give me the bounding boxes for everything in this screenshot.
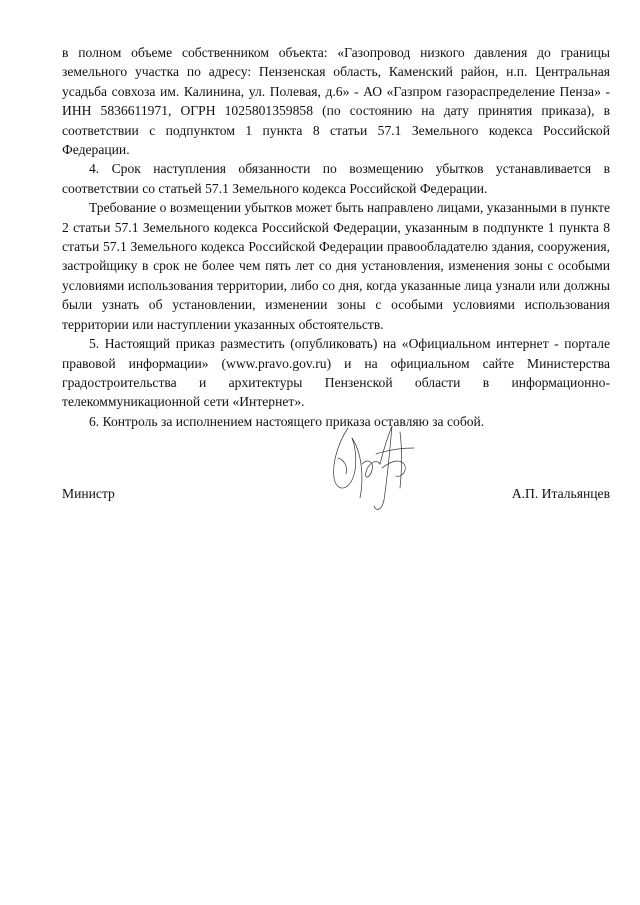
handwritten-signature [318, 418, 438, 518]
paragraph-item-6: 6. Контроль за исполнением настоящего приказа оставляю за собой. [89, 413, 485, 429]
paragraph-damages-claim: Требование о возмещении убытков может быть направлено лицами, указанными в пункте 2 статьи 57.1 Земельного кодекса Российской Федерации, указанным в подпункте 1 пункта 8 статьи 57.1 Земельного кодекса Российской Федерации правообладателю здания, сооружения, застройщику в срок не более чем пять лет со дня установления, изменения зоны с особыми условиями использования территории, либо со дня, когда указанные лица узнали или должны были узнать об установлении, изменении зоны с особыми условиями использования территории или наступлении указанных обстоятельств. [62, 200, 610, 332]
document-body [62, 43, 610, 431]
paragraph-item-4: 4. Срок наступления обязанности по возмещению убытков устанавливается в соответствии со статьей 57.1 Земельного кодекса Российской Федерации. [62, 161, 610, 196]
paragraph-continuation: в полном объеме собственником объекта: «Газопровод низкого давления до границы земельного участка по адресу: Пензенская область, Каменский район, н.п. Центральная усадьба совхоза им. Калинина, ул. Полевая, д.6» - АО «Газпром газораспределение Пенза» - ИНН 5836611971, ОГРН 1025801359858 (по состоянию на дату принятия приказа), в соответствии с подпунктом 1 пункта 8 статьи 57.1 Земельного кодекса Российской Федерации. [62, 45, 610, 158]
signer-name: А.П. Итальянцев [511, 486, 610, 501]
paragraph-item-5: 5. Настоящий приказ разместить (опубликовать) на «Официальном интернет - портале правовой информации» (www.pravo.gov.ru) и на официальном сайте Министерства градостроительства и архитектуры Пензенской области в информационно-телекоммуникационной сети «Интернет». [62, 336, 610, 410]
signer-position: Министр [62, 486, 115, 501]
